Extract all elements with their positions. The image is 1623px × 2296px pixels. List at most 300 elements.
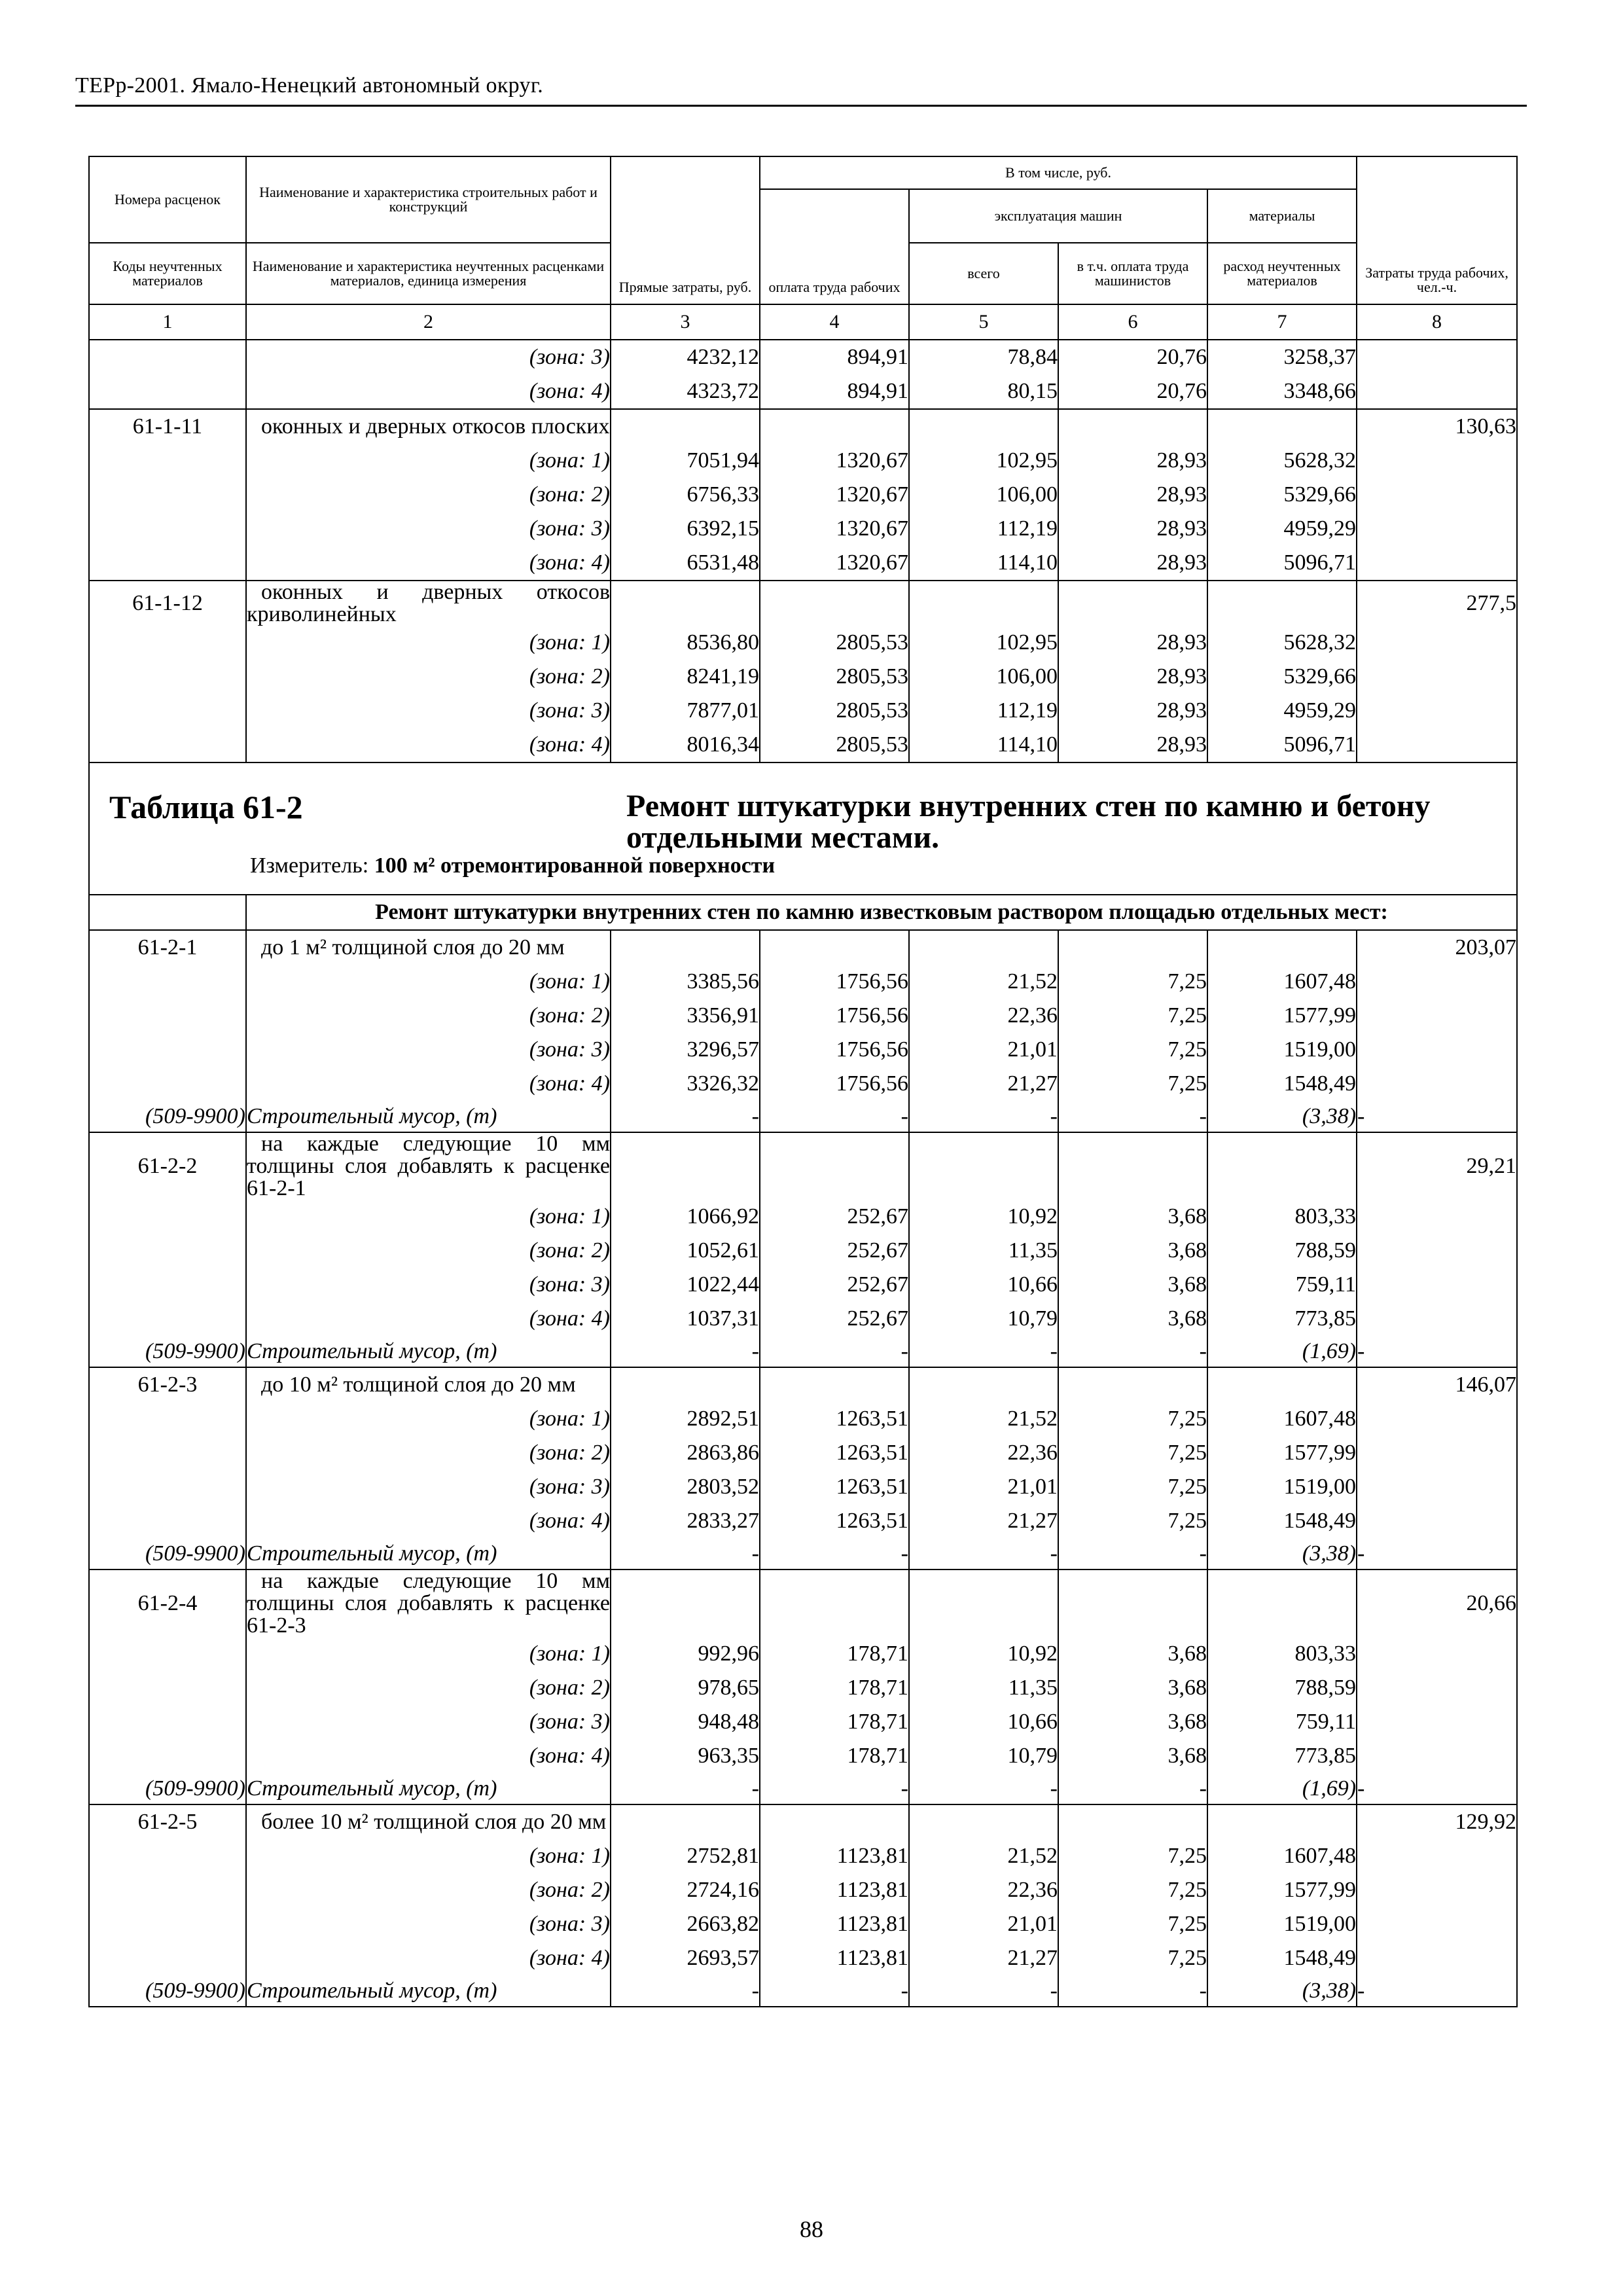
code-cell (89, 660, 246, 694)
value-cell: 788,59 (1207, 1671, 1357, 1705)
rate-code: 61-2-4 (89, 1570, 246, 1637)
labor-cell (1357, 1402, 1517, 1436)
value-cell: 1519,00 (1207, 1470, 1357, 1504)
value-cell: 2805,53 (760, 626, 909, 660)
value-cell: 1519,00 (1207, 1033, 1357, 1067)
value-cell: 5096,71 (1207, 728, 1357, 762)
code-cell (89, 1705, 246, 1739)
value-cell (1207, 1367, 1357, 1402)
value-cell: 5329,66 (1207, 660, 1357, 694)
code-cell (89, 1671, 246, 1705)
table-title: Ремонт штукатурки внутренних стен по камню и бетону отдельными местами. (626, 789, 1431, 855)
col-direct: Прямые затраты, руб. (611, 156, 760, 304)
zone-row (89, 374, 1517, 409)
value-cell: 1263,51 (760, 1470, 909, 1504)
code-cell (89, 1200, 246, 1234)
debris-row (89, 1336, 1517, 1367)
zone-row (89, 1402, 1517, 1436)
zone-row (89, 512, 1517, 546)
value-cell: 114,10 (909, 728, 1058, 762)
dash-cell: - (909, 1538, 1058, 1570)
value-cell: 2724,16 (611, 1873, 760, 1907)
value-cell: 1577,99 (1207, 999, 1357, 1033)
value-cell: 7,25 (1058, 1470, 1207, 1504)
zone-label: (зона: 4) (246, 1302, 611, 1336)
table-heading-wrap (90, 763, 1516, 894)
labor-cell (1357, 626, 1517, 660)
value-cell (760, 1570, 909, 1637)
labor-cost: 20,66 (1357, 1570, 1517, 1637)
dash-cell: - (611, 1101, 760, 1132)
code-cell (89, 728, 246, 762)
value-cell: 1123,81 (760, 1941, 909, 1975)
labor-cell (1357, 1302, 1517, 1336)
dash-cell: - (1357, 1773, 1517, 1804)
labor-cell (1357, 1907, 1517, 1941)
code-cell (89, 444, 246, 478)
material-quantity: (1,69) (1207, 1336, 1357, 1367)
value-cell: 6392,15 (611, 512, 760, 546)
dash-cell: - (760, 1538, 909, 1570)
zone-label: (зона: 1) (246, 1200, 611, 1234)
value-cell: 1607,48 (1207, 1839, 1357, 1873)
code-cell (89, 374, 246, 409)
item-header-row (89, 409, 1517, 444)
zone-label: (зона: 2) (246, 1234, 611, 1268)
labor-cell (1357, 478, 1517, 512)
value-cell: 10,92 (909, 1200, 1058, 1234)
value-cell: 7,25 (1058, 1436, 1207, 1470)
value-cell: 22,36 (909, 1873, 1058, 1907)
zone-label: (зона: 1) (246, 965, 611, 999)
zone-row (89, 1436, 1517, 1470)
code-cell (89, 1470, 246, 1504)
value-cell (909, 409, 1058, 444)
material-name: Строительный мусор, (т) (246, 1975, 611, 2007)
code-cell (89, 694, 246, 728)
value-cell: 1607,48 (1207, 965, 1357, 999)
value-cell: 4959,29 (1207, 512, 1357, 546)
value-cell: 1066,92 (611, 1200, 760, 1234)
value-cell: 3,68 (1058, 1671, 1207, 1705)
zone-row (89, 1671, 1517, 1705)
dash-cell: - (611, 1773, 760, 1804)
dash-cell: - (909, 1101, 1058, 1132)
value-cell (1058, 409, 1207, 444)
value-cell: 21,01 (909, 1907, 1058, 1941)
dash-cell: - (611, 1538, 760, 1570)
value-cell: 773,85 (1207, 1302, 1357, 1336)
zone-row (89, 1067, 1517, 1101)
code-cell (89, 1739, 246, 1773)
labor-cell (1357, 1739, 1517, 1773)
zone-row (89, 1200, 1517, 1234)
col-number: 2 (246, 304, 611, 340)
value-cell: 7051,94 (611, 444, 760, 478)
value-cell: 1756,56 (760, 965, 909, 999)
col-materials: материалы (1207, 189, 1357, 243)
zone-label: (зона: 2) (246, 1671, 611, 1705)
zone-row (89, 1033, 1517, 1067)
zone-row (89, 1302, 1517, 1336)
value-cell: 112,19 (909, 512, 1058, 546)
labor-cell (1357, 694, 1517, 728)
value-cell: 1022,44 (611, 1268, 760, 1302)
value-cell (909, 1570, 1058, 1637)
value-cell: 4323,72 (611, 374, 760, 409)
zone-row (89, 1839, 1517, 1873)
zone-label: (зона: 3) (246, 1033, 611, 1067)
value-cell: 22,36 (909, 999, 1058, 1033)
section-row (89, 895, 1517, 930)
value-cell: 21,52 (909, 1402, 1058, 1436)
value-cell: 3385,56 (611, 965, 760, 999)
zone-label: (зона: 2) (246, 1873, 611, 1907)
value-cell: 1052,61 (611, 1234, 760, 1268)
rate-description: на каждые следующие 10 мм толщины слоя добавлять к расценке 61-2-3 (247, 1569, 610, 1638)
rate-code: 61-2-3 (89, 1367, 246, 1402)
value-cell: 759,11 (1207, 1705, 1357, 1739)
zone-row (89, 1234, 1517, 1268)
value-cell: 1577,99 (1207, 1436, 1357, 1470)
value-cell: 1320,67 (760, 478, 909, 512)
col-number: 5 (909, 304, 1058, 340)
value-cell (611, 1367, 760, 1402)
value-cell: 7877,01 (611, 694, 760, 728)
labor-cost: 29,21 (1357, 1132, 1517, 1200)
zone-row (89, 1504, 1517, 1538)
value-cell (909, 1132, 1058, 1200)
zone-label: (зона: 4) (246, 728, 611, 762)
value-cell: 8536,80 (611, 626, 760, 660)
value-cell: 4959,29 (1207, 694, 1357, 728)
value-cell: 102,95 (909, 444, 1058, 478)
code-cell (89, 1402, 246, 1436)
code-cell (89, 1873, 246, 1907)
material-quantity: (3,38) (1207, 1101, 1357, 1132)
value-cell: 78,84 (909, 340, 1058, 374)
zone-row (89, 1739, 1517, 1773)
value-cell: 7,25 (1058, 1907, 1207, 1941)
value-cell: 21,27 (909, 1067, 1058, 1101)
zone-label: (зона: 1) (246, 444, 611, 478)
item-header-row (89, 930, 1517, 965)
value-cell: 8241,19 (611, 660, 760, 694)
value-cell: 963,35 (611, 1739, 760, 1773)
value-cell: 21,27 (909, 1504, 1058, 1538)
zone-label: (зона: 4) (246, 1067, 611, 1101)
item-header-row (89, 1132, 1517, 1200)
col-number: 4 (760, 304, 909, 340)
value-cell (611, 581, 760, 626)
col-labor: Затраты труда рабочих, чел.-ч. (1357, 156, 1517, 304)
zone-label: (зона: 4) (246, 374, 611, 409)
col-materials-unaccounted: расход неучтенных материалов (1207, 243, 1357, 304)
value-cell: 759,11 (1207, 1268, 1357, 1302)
value-cell: 3296,57 (611, 1033, 760, 1067)
running-header: ТЕРр-2001. Ямало-Ненецкий автономный округ. (75, 73, 544, 98)
value-cell: 6756,33 (611, 478, 760, 512)
value-cell: 1607,48 (1207, 1402, 1357, 1436)
value-cell: 3,68 (1058, 1234, 1207, 1268)
labor-cell (1357, 728, 1517, 762)
value-cell: 28,93 (1058, 626, 1207, 660)
value-cell (760, 1132, 909, 1200)
value-cell: 8016,34 (611, 728, 760, 762)
code-cell (89, 1941, 246, 1975)
zone-label: (зона: 3) (246, 340, 611, 374)
value-cell: 3,68 (1058, 1637, 1207, 1671)
value-cell: 3356,91 (611, 999, 760, 1033)
rate-table-sheet (88, 156, 1516, 2007)
dash-cell: - (760, 1975, 909, 2007)
debris-row (89, 1975, 1517, 2007)
value-cell (1207, 409, 1357, 444)
code-cell (89, 626, 246, 660)
dash-cell: - (1058, 1336, 1207, 1367)
value-cell: 21,52 (909, 1839, 1058, 1873)
labor-cell (1357, 340, 1517, 374)
dash-cell: - (909, 1336, 1058, 1367)
labor-cell (1357, 1671, 1517, 1705)
zone-label: (зона: 3) (246, 1470, 611, 1504)
value-cell: 5096,71 (1207, 546, 1357, 581)
value-cell: 894,91 (760, 374, 909, 409)
value-cell (1058, 581, 1207, 626)
value-cell (1058, 1132, 1207, 1200)
value-cell: 5628,32 (1207, 444, 1357, 478)
value-cell (611, 1570, 760, 1637)
material-name: Строительный мусор, (т) (246, 1101, 611, 1132)
zone-row (89, 546, 1517, 581)
value-cell (1207, 1132, 1357, 1200)
value-cell: 20,76 (1058, 374, 1207, 409)
zone-label: (зона: 1) (246, 1402, 611, 1436)
dash-cell: - (611, 1336, 760, 1367)
value-cell: 1037,31 (611, 1302, 760, 1336)
col-number: 1 (89, 304, 246, 340)
zone-row (89, 1705, 1517, 1739)
code-cell (89, 1268, 246, 1302)
zone-label: (зона: 3) (246, 1268, 611, 1302)
labor-cell (1357, 1705, 1517, 1739)
zone-row (89, 1637, 1517, 1671)
rate-code: 61-2-5 (89, 1804, 246, 1839)
header-row-1 (89, 156, 1517, 189)
value-cell: 28,93 (1058, 512, 1207, 546)
value-cell: 1548,49 (1207, 1067, 1357, 1101)
zone-row (89, 965, 1517, 999)
material-name: Строительный мусор, (т) (246, 1773, 611, 1804)
value-cell: 3326,32 (611, 1067, 760, 1101)
table-measure (250, 855, 775, 877)
dash-cell: - (909, 1773, 1058, 1804)
value-cell (760, 930, 909, 965)
labor-cell (1357, 1436, 1517, 1470)
rate-description: до 10 м² толщиной слоя до 20 мм (246, 1367, 611, 1402)
code-cell (89, 1436, 246, 1470)
rate-description: оконных и дверных откосов криволинейных (247, 580, 610, 626)
labor-cell (1357, 1234, 1517, 1268)
value-cell: 28,93 (1058, 728, 1207, 762)
col-machines-labor: в т.ч. оплата труда машинистов (1058, 243, 1207, 304)
value-cell: 2693,57 (611, 1941, 760, 1975)
zone-label: (зона: 4) (246, 1941, 611, 1975)
value-cell: 1756,56 (760, 1067, 909, 1101)
material-code: (509-9900) (89, 1101, 246, 1132)
zone-label: (зона: 4) (246, 1504, 611, 1538)
labor-cell (1357, 1067, 1517, 1101)
material-code: (509-9900) (89, 1773, 246, 1804)
zone-row (89, 660, 1517, 694)
rate-description: на каждые следующие 10 мм толщины слоя добавлять к расценке 61-2-1 (247, 1132, 610, 1200)
value-cell: 106,00 (909, 478, 1058, 512)
value-cell: 773,85 (1207, 1739, 1357, 1773)
value-cell: 7,25 (1058, 1873, 1207, 1907)
zone-label: (зона: 3) (246, 1705, 611, 1739)
value-cell (1058, 930, 1207, 965)
material-quantity: (1,69) (1207, 1773, 1357, 1804)
measure-value: 100 м² отремонтированной поверхности (374, 853, 776, 878)
value-cell: 5329,66 (1207, 478, 1357, 512)
value-cell: 3,68 (1058, 1739, 1207, 1773)
labor-cost: 203,07 (1357, 930, 1517, 965)
col-number: 3 (611, 304, 760, 340)
value-cell: 3348,66 (1207, 374, 1357, 409)
rate-description: оконных и дверных откосов плоских (246, 409, 611, 444)
value-cell: 7,25 (1058, 1033, 1207, 1067)
code-cell (89, 1907, 246, 1941)
value-cell: 21,01 (909, 1033, 1058, 1067)
value-cell: 7,25 (1058, 999, 1207, 1033)
labor-cell (1357, 512, 1517, 546)
value-cell: 1263,51 (760, 1436, 909, 1470)
code-cell (89, 999, 246, 1033)
page-number: 88 (800, 2216, 823, 2242)
col-name-bottom: Наименование и характеристика неучтенных расценками материалов, единица измерения (246, 243, 611, 304)
zone-label: (зона: 3) (246, 694, 611, 728)
value-cell: 1320,67 (760, 512, 909, 546)
value-cell: 252,67 (760, 1234, 909, 1268)
value-cell: 1123,81 (760, 1907, 909, 1941)
value-cell: 4232,12 (611, 340, 760, 374)
value-cell (760, 581, 909, 626)
value-cell: 2805,53 (760, 660, 909, 694)
value-cell: 3,68 (1058, 1302, 1207, 1336)
material-code: (509-9900) (89, 1336, 246, 1367)
value-cell (611, 930, 760, 965)
value-cell: 10,66 (909, 1705, 1058, 1739)
value-cell: 803,33 (1207, 1637, 1357, 1671)
value-cell: 803,33 (1207, 1200, 1357, 1234)
value-cell: 106,00 (909, 660, 1058, 694)
value-cell: 978,65 (611, 1671, 760, 1705)
col-machines-total: всего (909, 243, 1058, 304)
value-cell (1207, 1570, 1357, 1637)
zone-label: (зона: 2) (246, 660, 611, 694)
rate-table (88, 156, 1518, 2007)
value-cell: 7,25 (1058, 1402, 1207, 1436)
code-cell (89, 1504, 246, 1538)
value-cell (611, 1804, 760, 1839)
zone-label: (зона: 4) (246, 546, 611, 581)
rate-description: более 10 м² толщиной слоя до 20 мм (246, 1804, 611, 1839)
labor-cell (1357, 1504, 1517, 1538)
value-cell (909, 930, 1058, 965)
zone-row (89, 999, 1517, 1033)
labor-cell (1357, 444, 1517, 478)
section-title: Ремонт штукатурки внутренних стен по камню известковым раствором площадью отдельных мест: (246, 895, 1517, 930)
labor-cell (1357, 1470, 1517, 1504)
col-incl: В том числе, руб. (760, 156, 1357, 189)
zone-label: (зона: 1) (246, 626, 611, 660)
zone-label: (зона: 1) (246, 1637, 611, 1671)
dash-cell: - (1058, 1975, 1207, 2007)
value-cell: 2805,53 (760, 694, 909, 728)
value-cell: 10,66 (909, 1268, 1058, 1302)
code-cell (89, 1234, 246, 1268)
zone-row (89, 626, 1517, 660)
col-machines: эксплуатация машин (909, 189, 1207, 243)
dash-cell: - (760, 1336, 909, 1367)
code-cell (89, 340, 246, 374)
value-cell: 3258,37 (1207, 340, 1357, 374)
value-cell: 1320,67 (760, 546, 909, 581)
zone-label: (зона: 2) (246, 999, 611, 1033)
value-cell: 1519,00 (1207, 1907, 1357, 1941)
labor-cell (1357, 660, 1517, 694)
item-header-row (89, 1570, 1517, 1637)
value-cell: 28,93 (1058, 478, 1207, 512)
value-cell: 1263,51 (760, 1504, 909, 1538)
dash-cell: - (760, 1773, 909, 1804)
value-cell: 2892,51 (611, 1402, 760, 1436)
dash-cell: - (1357, 1975, 1517, 2007)
value-cell: 992,96 (611, 1637, 760, 1671)
code-cell (89, 1637, 246, 1671)
value-cell: 28,93 (1058, 444, 1207, 478)
value-cell: 1263,51 (760, 1402, 909, 1436)
code-cell (89, 1067, 246, 1101)
value-cell: 1756,56 (760, 1033, 909, 1067)
value-cell: 3,68 (1058, 1268, 1207, 1302)
value-cell: 252,67 (760, 1268, 909, 1302)
labor-cell (1357, 546, 1517, 581)
value-cell: 22,36 (909, 1436, 1058, 1470)
value-cell (1058, 1367, 1207, 1402)
value-cell: 252,67 (760, 1302, 909, 1336)
value-cell: 5628,32 (1207, 626, 1357, 660)
material-code: (509-9900) (89, 1538, 246, 1570)
rate-code: 61-1-12 (89, 581, 246, 626)
dash-cell: - (1058, 1773, 1207, 1804)
table-number: Таблица 61-2 (109, 789, 303, 825)
rate-code: 61-1-11 (89, 409, 246, 444)
labor-cell (1357, 1200, 1517, 1234)
value-cell: 252,67 (760, 1200, 909, 1234)
item-header-row (89, 1367, 1517, 1402)
value-cell: 178,71 (760, 1637, 909, 1671)
zone-row (89, 478, 1517, 512)
value-cell: 3,68 (1058, 1705, 1207, 1739)
code-cell (89, 512, 246, 546)
value-cell: 114,10 (909, 546, 1058, 581)
labor-cost: 146,07 (1357, 1367, 1517, 1402)
zone-row (89, 694, 1517, 728)
value-cell: 1577,99 (1207, 1873, 1357, 1907)
zone-row (89, 1873, 1517, 1907)
zone-row (89, 444, 1517, 478)
